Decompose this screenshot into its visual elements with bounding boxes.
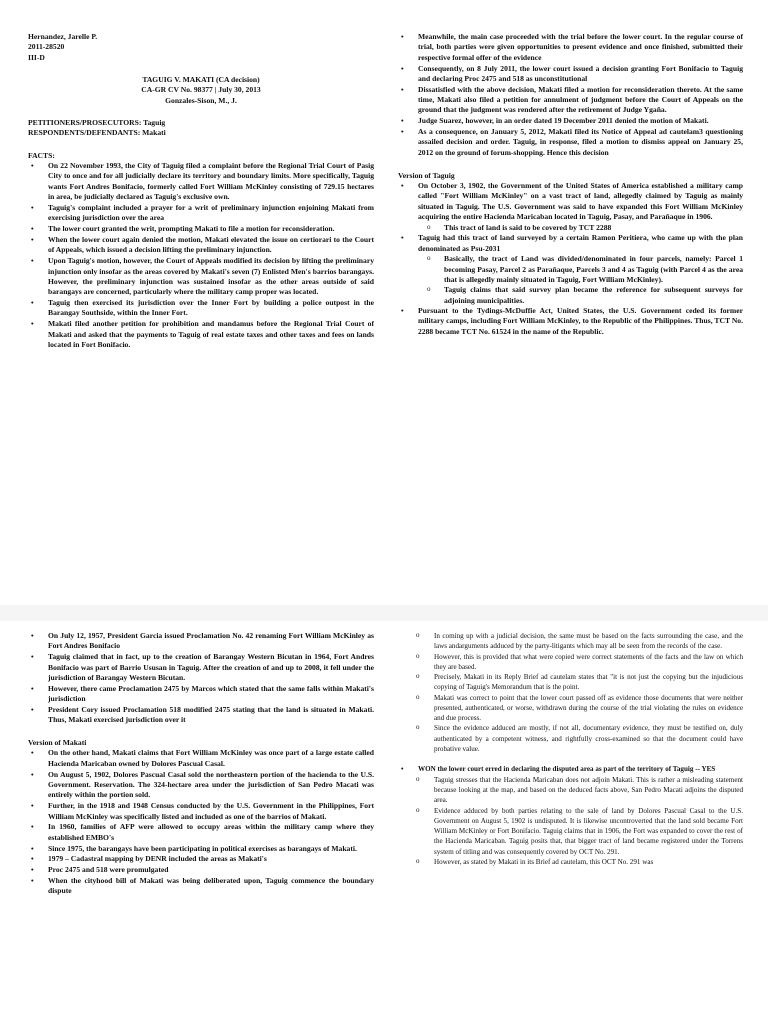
issue-list bbox=[398, 764, 743, 867]
sub-list-item: o Basically, the tract of Land was divided/denominated in four parcels, namely: Parcel 1 becoming Pasay, Parcel 2 as Parañaque, Parcels 3 and 4 as Taguig (with Parcel 4 as the area that is allegedly mainly situated in Taguig, Fort William McKinley). bbox=[398, 254, 743, 285]
sub-list-item: o Taguig stresses that the Hacienda Maricaban does not adjoin Makati. This is rather a misleading statement because looking at the map, and based on the deduced facts above, San Pedro Macati adjoins the disputed area. bbox=[398, 775, 743, 806]
sub-list-item: o Precisely, Makati in its Reply Brief ad cautelam states that "it is not just the copying but the injudicious copying of Taguig's Memorandum that is the point. bbox=[398, 672, 743, 693]
list-item: • Meanwhile, the main case proceeded with the trial before the lower court. In the regular course of trial, both parties were given opportunities to present evidence and once finished, submitted their respective formal offer of the evidence bbox=[398, 32, 743, 63]
sub-list-item: o Since the evidence adduced are mostly, if not all, documentary evidence, they must be testified on, duly authenticated by a competent witness, and rightfully cross-examined so that the document could have probative value. bbox=[398, 723, 743, 754]
respondents: RESPONDENTS/DEFENDANTS: Makati bbox=[28, 128, 166, 138]
list-item: • The lower court granted the writ, prompting Makati to file a motion for reconsideration. bbox=[28, 224, 374, 234]
proceedings-list bbox=[398, 32, 743, 158]
ponente: Gonzales-Sison, M., J. bbox=[165, 95, 237, 105]
history-list bbox=[28, 631, 374, 726]
left-column bbox=[28, 631, 374, 897]
list-item: • Dissatisfied with the above decision, Makati filed a motion for reconsideration thereto. At the same time, Makati also filed a petition for annulment of judgment before the Court of Appeals on the ground that the judgment was rendered after the retirement of Judge Ygaña. bbox=[398, 85, 743, 116]
list-item: • Upon Taguig's motion, however, the Court of Appeals modified its decision by lifting the preliminary injunction only insofar as the areas covered by Makati's seven (7) Enlisted Men's barrios barangays. However, the preliminary injunction was sustained insofar as the other areas outside of said barangays are concerned, particularly where the military camp proper was located. bbox=[28, 256, 374, 297]
sub-list-item: o In coming up with a judicial decision, the same must be based on the facts surrounding the case, and the laws andarguments adduced by the party-litigants which may all be seen from the records of the case. bbox=[398, 631, 743, 652]
list-item: • Makati filed another petition for prohibition and mandamus before the Regional Trial Court of Makati and asked that the payments to Taguig of real estate taxes and other taxes and fees on lands located in Fort Bonifacio. bbox=[28, 319, 374, 350]
list-item: • Taguig had this tract of land surveyed by a certain Ramon Peritiera, who came up with the plan denominated as Psu-2031 bbox=[398, 233, 743, 254]
sub-list-item: o Evidence adduced by both parties relating to the sale of land by Dolores Pascual Casal to the U.S. Government on August 5, 1902 is undisputed. It is likewise uncontroverted that the land sold became Fort William McKinley or Fort Bonifacio. Taguig claims that in 1906, the Fort was expanded to cover the rest of the Hacienda Maricaban. Taguig posits that, that bigger tract of land became registered under the Torrens system of titling and was consequently covered by OCT No. 291. bbox=[398, 806, 743, 857]
case-title: TAGUIG V. MAKATI (CA decision) bbox=[142, 75, 260, 85]
taguig-list bbox=[398, 181, 743, 337]
sub-list-item: o However, this is provided that what were copied were correct statements of the facts and the law on which they are based. bbox=[398, 652, 743, 673]
list-item: • Consequently, on 8 July 2011, the lower court issued a decision granting Fort Bonifacio to Taguig and declaring Proc 2475 and 518 as unconstitutional bbox=[398, 64, 743, 85]
list-item: • When the lower court again denied the motion, Makati elevated the issue on certiorari to the Court of Appeals, which issued a decision lifting the preliminary injunction. bbox=[28, 235, 374, 256]
list-item: • On August 5, 1902, Dolores Pascual Casal sold the northeastern portion of the hacienda to the U.S. Government. Reservation. The 324-hectare area under the jurisdiction of San Pedro Macati was entirely within the portion sold. bbox=[28, 770, 374, 801]
sub-list-item: o Taguig claims that said survey plan became the reference for subsequent surveys for adjoining municipalities. bbox=[398, 285, 743, 306]
sub-list-item: o Makati was correct to point that the lower court passed off as evidence those documents that were neither presented, authenticated, or worse, withdrawn during the course of the trial violating the rules on evidence and due process. bbox=[398, 693, 743, 724]
list-item: • Taguig then exercised its jurisdiction over the Inner Fort by building a police outpost in the Barangay Southside, within the Inner Fort. bbox=[28, 298, 374, 319]
version-taguig-heading: Version of Taguig bbox=[398, 170, 455, 180]
list-item: • On July 12, 1957, President Garcia issued Proclamation No. 42 renaming Fort William McKinley as Fort Andres Bonifacio bbox=[28, 631, 374, 652]
list-item: • President Cory issued Proclamation 518 modified 2475 stating that the land is situated in Makati. Thus, Makati exercised jurisdiction over it bbox=[28, 705, 374, 726]
section: III-D bbox=[28, 52, 45, 62]
sub-list-item: o However, as stated by Makati in its Brief ad cautelam, this OCT No. 291 was bbox=[398, 857, 743, 867]
list-item: • Further, in the 1918 and 1948 Census conducted by the U.S. Government in the Philippines, Fort William McKinley was specifically listed and included as one of the barrios of Makati. bbox=[28, 801, 374, 822]
list-item: • On 22 November 1993, the City of Taguig filed a complaint before the Regional Trial Court of Pasig City to once and for all judicially declare its territory and boundary limits. More specifically, Taguig wants Fort Andres Bonifacio, formerly called Fort William McKinley consisting of 729.15 hectares in area, be judicially declared as Taguig's exclusive own. bbox=[28, 161, 374, 202]
list-item: • Pursuant to the Tydings-McDuffie Act, United States, the U.S. Government ceded its former military camps, including Fort William McKinley, to the Republic of the Philippines. Thus, TCT No. 2288 became TCT No. 61524 in the name of the Republic. bbox=[398, 306, 743, 337]
list-item: • Proc 2475 and 518 were promulgated bbox=[28, 865, 374, 875]
makati-list bbox=[28, 748, 374, 896]
petitioners: PETITIONERS/PROSECUTORS: Taguig bbox=[28, 118, 166, 128]
list-item: • Taguig claimed that in fact, up to the creation of Barangay Western Bicutan in 1964, Fort Andres Bonifacio was part of Barrio Ususan in Taguig. After the creation of and up to 2008, it fell under the jurisdiction of Barangay Western Bicutan. bbox=[28, 652, 374, 683]
list-item: • 1979 – Cadastral mapping by DENR included the areas as Makati's bbox=[28, 854, 374, 864]
facts-heading: FACTS: bbox=[28, 150, 55, 160]
list-item: • On the other hand, Makati claims that Fort William McKinley was once part of a large estate called Hacienda Maricaban owned by Dolores Pascual Casal. bbox=[28, 748, 374, 769]
issue-item: • WON the lower court erred in declaring the disputed area as part of the territory of Taguig -- YES bbox=[398, 764, 743, 774]
facts-list bbox=[28, 161, 374, 350]
list-item: • In 1960, families of AFP were allowed to occupy areas within the military camp where they established EMBO's bbox=[28, 822, 374, 843]
document-page-2 bbox=[0, 621, 768, 1024]
author-name: Hernandez, Jarelle P. bbox=[28, 32, 98, 41]
right-column bbox=[398, 32, 743, 338]
list-item: • On October 3, 1902, the Government of the United States of America established a military camp called "Fort William McKinley" on a vast tract of land, allegedly claimed by Taguig as mainly situated in Taguig. The U.S. Government was said to have expanded this Fort William McKinley acquiring the entire Hacienda Maricaban located in Taguig, Pasay, and Parañaque in 1906. bbox=[398, 181, 743, 222]
list-item: • Taguig's complaint included a prayer for a writ of preliminary injunction enjoining Makati from exercising jurisdiction over the area bbox=[28, 203, 374, 224]
list-item: • However, there came Proclamation 2475 by Marcos which stated that the same falls within Makati's jurisdiction bbox=[28, 684, 374, 705]
case-reference: CA-GR CV No. 98377 | July 30, 2013 bbox=[141, 85, 261, 95]
list-item: • Judge Suarez, however, in an order dated 19 December 2011 denied the motion of Makati. bbox=[398, 116, 743, 126]
student-number: 2011-28520 bbox=[28, 42, 65, 52]
list-item: • When the cityhood bill of Makati was being deliberated upon, Taguig commence the boundary dispute bbox=[28, 876, 374, 897]
right-column bbox=[398, 631, 743, 867]
version-makati-heading: Version of Makati bbox=[28, 738, 87, 748]
list-item: • Since 1975, the barangays have been participating in political exercises as barangays of Makati. bbox=[28, 844, 374, 854]
left-column bbox=[28, 32, 374, 351]
sub-list-item: o This tract of land is said to be covered by TCT 2288 bbox=[398, 223, 743, 233]
ruling-sub-list bbox=[398, 631, 743, 754]
list-item: • As a consequence, on January 5, 2012, Makati filed its Notice of Appeal ad cautelam3 questioning assailed decision and order. Taguig, in response, filed a motion to dismiss appeal on January 25, 2012 on the ground of forum-shopping. Hence this decision bbox=[398, 127, 743, 158]
